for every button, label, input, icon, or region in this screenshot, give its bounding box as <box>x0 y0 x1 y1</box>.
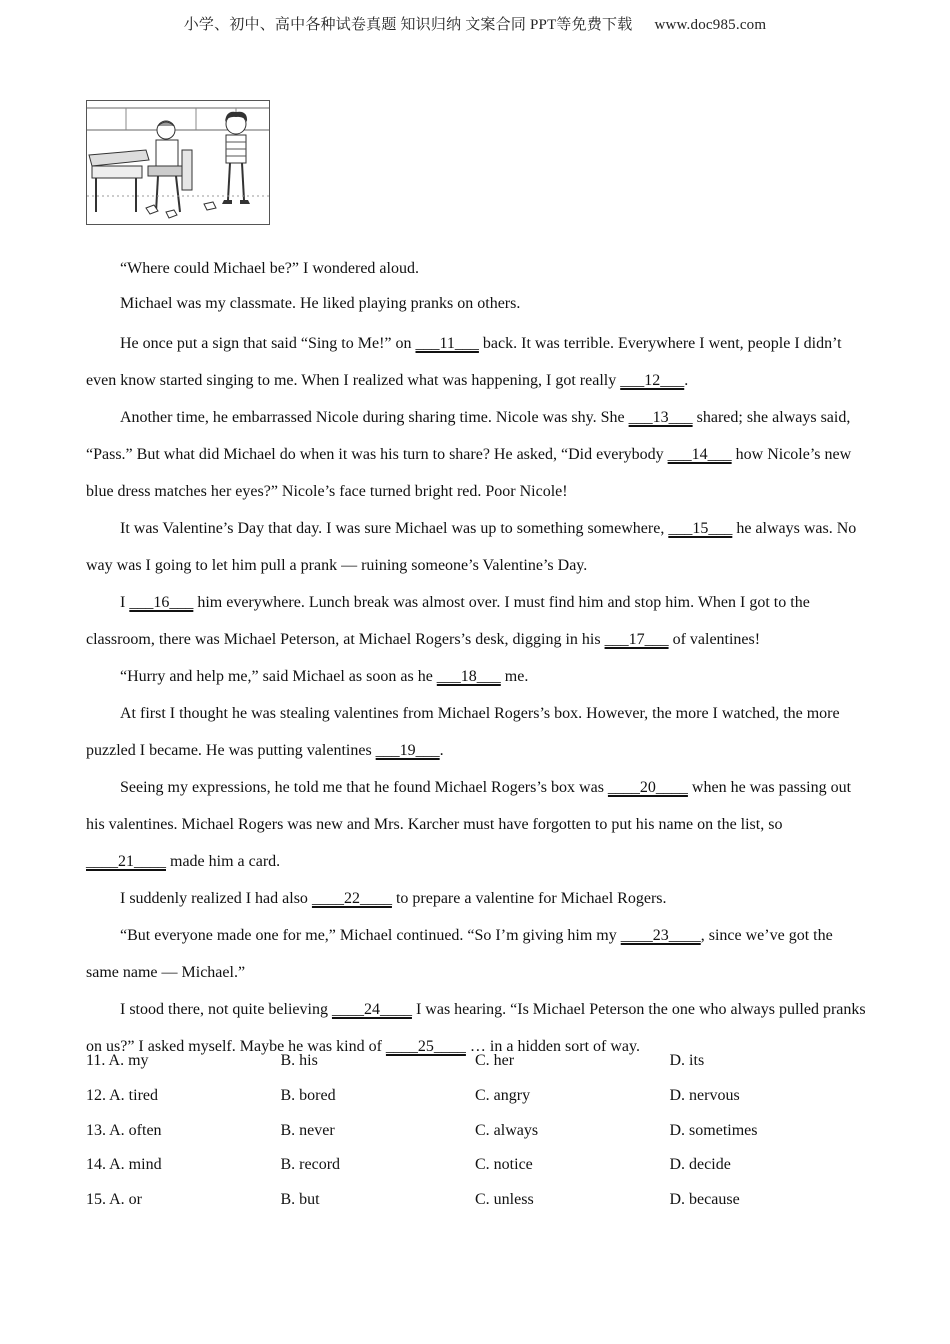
option-d: D. its <box>669 1052 705 1070</box>
text-segment: me. <box>500 668 529 685</box>
option-b: B. his <box>280 1052 318 1070</box>
paragraph-11 <box>86 917 866 991</box>
blank-25: ____25____ <box>385 1038 466 1055</box>
option-b: B. bored <box>280 1087 336 1105</box>
blank-11: ___11___ <box>415 335 479 352</box>
blank-18: ___18___ <box>436 668 501 685</box>
option-a: 11. A. my <box>86 1052 149 1070</box>
option-d: D. because <box>669 1191 740 1209</box>
text-segment: Another time, he embarrassed Nicole during sharing time. Nicole was shy. She <box>120 409 629 426</box>
option-row-15 <box>86 1183 866 1218</box>
option-b: B. but <box>280 1191 320 1209</box>
text-segment: him everywhere. Lunch break was almost over. I must find him and stop him. When I got to the classroom, there was Michael Peterson, at Michael Rogers’s desk, digging in his <box>86 594 810 648</box>
text-segment: he always was. No way was I going to let him pull a prank — ruining someone’s Valentine’s Day. <box>86 520 857 574</box>
text-segment: I suddenly realized I had also <box>120 890 312 907</box>
paragraph-4 <box>86 399 866 510</box>
text-segment: He once put a sign that said “Sing to Me!” on <box>120 335 416 352</box>
option-d: D. sometimes <box>669 1121 758 1139</box>
text-segment: of valentines! <box>668 631 761 648</box>
text-segment: back. It was terrible. Everywhere I went, people I didn’t even know started singing to me. When I realized what was happening, I got really <box>86 335 842 389</box>
option-d: D. decide <box>669 1156 731 1174</box>
text-segment: I <box>120 594 130 611</box>
blank-19: ___19___ <box>375 742 440 759</box>
option-c: C. notice <box>475 1156 533 1174</box>
text-segment: shared; she always said, “Pass.” But what did Michael do when it was his turn to share? He asked, “Did everybody <box>86 409 851 463</box>
option-a: 14. A. mind <box>86 1156 162 1174</box>
option-c: C. her <box>475 1052 515 1070</box>
option-b: B. never <box>280 1121 335 1139</box>
blank-23: ____23____ <box>620 927 701 944</box>
blank-16: ___16___ <box>129 594 194 611</box>
text-segment: how Nicole’s new blue dress matches her eyes?” Nicole’s face turned bright red. Poor Nicole! <box>86 446 852 500</box>
option-c: C. unless <box>475 1191 534 1209</box>
option-row-11 <box>86 1044 866 1079</box>
paragraph-8 <box>86 695 866 769</box>
text-segment: to prepare a valentine for Michael Rogers. <box>391 890 667 907</box>
blank-12: ___12___ <box>620 372 685 389</box>
option-row-14 <box>86 1148 866 1183</box>
option-row-13 <box>86 1113 866 1148</box>
page-header <box>0 13 950 34</box>
paragraph-9 <box>86 769 866 880</box>
text-segment: “But everyone made one for me,” Michael continued. “So I’m giving him my <box>120 927 621 944</box>
classroom-illustration <box>86 100 270 225</box>
blank-22: ____22____ <box>311 890 392 907</box>
text-segment: At first I thought he was stealing valentines from Michael Rogers’s box. However, the more I watched, the more puzzled I became. He was putting valentines <box>86 705 840 759</box>
option-d: D. nervous <box>669 1087 740 1105</box>
paragraph-1: “Where could Michael be?” I wondered aloud. <box>120 260 419 277</box>
paragraph-10 <box>86 880 866 917</box>
option-c: C. always <box>475 1121 539 1139</box>
header-site[interactable]: www.doc985.com <box>654 17 767 33</box>
option-a: 15. A. or <box>86 1191 142 1209</box>
text-segment: Seeing my expressions, he told me that he found Michael Rogers’s box was <box>120 779 608 796</box>
text-segment: when he was passing out his valentines. Michael Rogers was new and Mrs. Karcher must have forgotten to put his name on the list, so <box>86 779 852 833</box>
paragraph-6 <box>86 584 866 658</box>
text-segment: , since we’ve got the same name — Michael.” <box>86 927 833 981</box>
option-row-12 <box>86 1079 866 1114</box>
text-segment: … in a hidden sort of way. <box>465 1038 640 1055</box>
option-a: 12. A. tired <box>86 1087 158 1105</box>
passage <box>86 255 866 1065</box>
paragraph-2: Michael was my classmate. He liked playing pranks on others. <box>120 295 521 312</box>
text-segment: made him a card. <box>166 853 281 870</box>
text-segment: . <box>684 372 689 389</box>
paragraph-5 <box>86 510 866 584</box>
text-segment: I stood there, not quite believing <box>120 1001 332 1018</box>
text-segment: I was hearing. “Is Michael Peterson the one who always pulled pranks on us?” I asked myself. Maybe he was kind of <box>86 1001 866 1055</box>
text-segment: “Hurry and help me,” said Michael as soon as he <box>120 668 437 685</box>
text-segment: It was Valentine’s Day that day. I was sure Michael was up to something somewhere, <box>120 520 669 537</box>
blank-21: ____21____ <box>86 853 166 870</box>
option-c: C. angry <box>475 1087 531 1105</box>
paragraph-3 <box>86 325 866 399</box>
blank-20: ____20____ <box>607 779 688 796</box>
header-text: 小学、初中、高中各种试卷真题 知识归纳 文案合同 PPT等免费下载 <box>183 17 633 33</box>
blank-14: ___14___ <box>667 446 732 463</box>
option-b: B. record <box>280 1156 341 1174</box>
blank-15: ___15___ <box>668 520 733 537</box>
option-a: 13. A. often <box>86 1121 162 1139</box>
blank-17: ___17___ <box>604 631 669 648</box>
blank-13: ___13___ <box>628 409 693 426</box>
paragraph-7 <box>86 658 866 695</box>
blank-24: ____24____ <box>331 1001 412 1018</box>
text-segment: . <box>439 742 444 759</box>
answer-options <box>86 1044 866 1217</box>
